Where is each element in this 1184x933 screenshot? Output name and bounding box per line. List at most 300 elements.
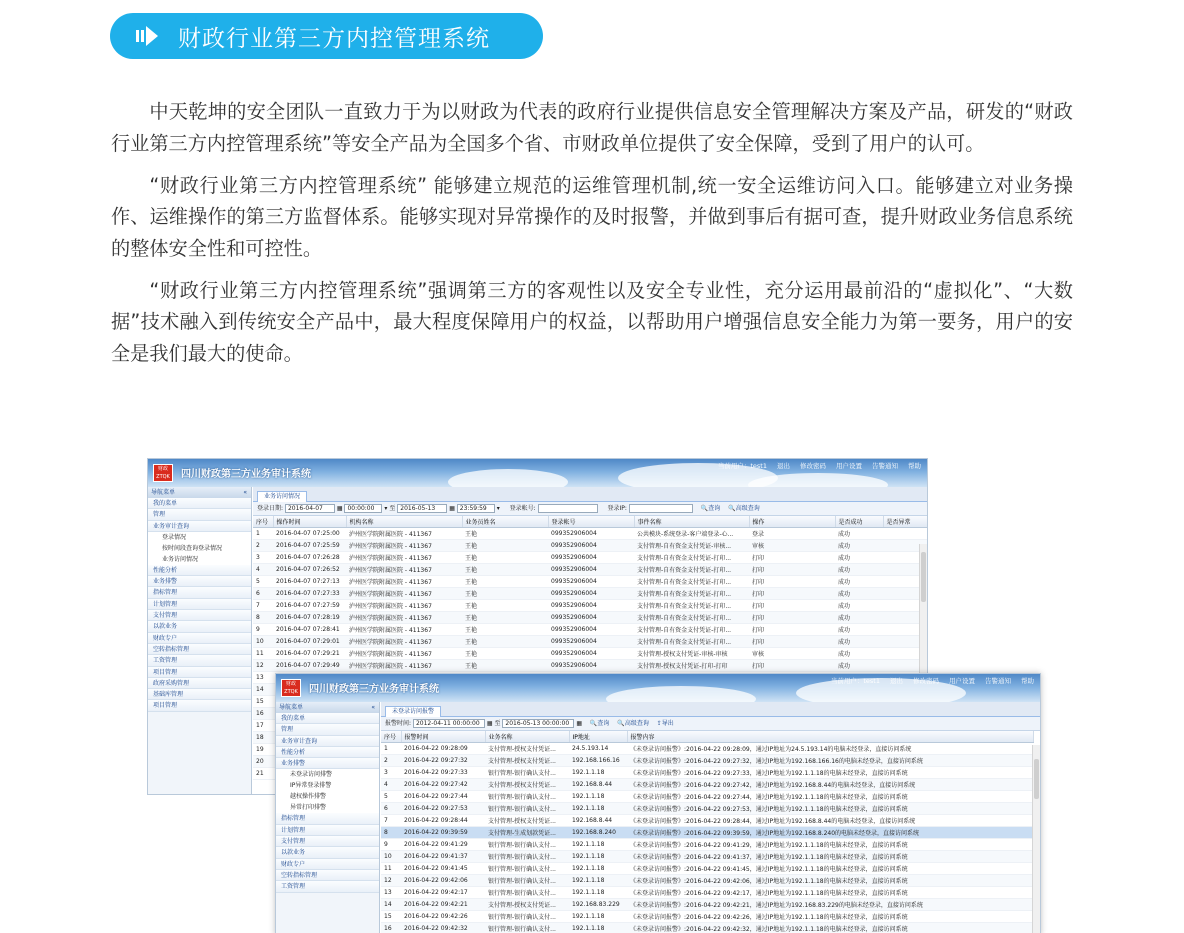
table-cell: 王艳 bbox=[462, 659, 548, 671]
screenshot-unlogged-access-alarm bbox=[275, 673, 1041, 933]
alert-notice-link[interactable]: 告警通知 bbox=[985, 677, 1011, 685]
table-cell: 打印 bbox=[749, 611, 835, 623]
table-cell: 王艳 bbox=[462, 599, 548, 611]
table-row[interactable] bbox=[253, 527, 927, 539]
table-cell: 成功 bbox=[835, 611, 883, 623]
table-cell: 099352906004 bbox=[548, 611, 634, 623]
table-cell: 4 bbox=[253, 563, 273, 575]
table-cell: 192.168.83.229 bbox=[569, 898, 627, 910]
table-row[interactable] bbox=[381, 826, 1033, 838]
table-cell: 2016-04-22 09:27:44 bbox=[401, 790, 485, 802]
section-title: 财政行业第三方内控管理系统 bbox=[178, 25, 490, 52]
table-cell: 2016-04-22 09:42:17 bbox=[401, 886, 485, 898]
submenu-item[interactable]: IP异常登录排警 bbox=[276, 780, 379, 791]
table-cell: 2016-04-22 09:41:29 bbox=[401, 838, 485, 850]
sidebar bbox=[148, 487, 252, 794]
tab-unlogged-alarm[interactable]: 未登录访问报警 bbox=[385, 706, 441, 717]
table-cell: 2016-04-22 09:42:26 bbox=[401, 910, 485, 922]
advanced-search-button[interactable]: 🔍高级查询 bbox=[617, 720, 649, 727]
table-cell: 成功 bbox=[835, 563, 883, 575]
sidebar-header: 导航菜单 « bbox=[276, 702, 379, 713]
search-button[interactable]: 🔍查询 bbox=[589, 720, 610, 727]
table-cell: 099352906004 bbox=[548, 527, 634, 539]
table-cell: 王艳 bbox=[462, 611, 548, 623]
table-cell: 成功 bbox=[835, 635, 883, 647]
table-cell: 2016-04-07 07:27:59 bbox=[273, 599, 346, 611]
table-cell: 192.168.8.44 bbox=[569, 814, 627, 826]
column-header[interactable]: 业务员姓名 bbox=[462, 516, 548, 527]
table-cell: 5 bbox=[253, 575, 273, 587]
table-row[interactable] bbox=[381, 838, 1033, 850]
table-cell: 13 bbox=[253, 671, 273, 683]
column-header[interactable]: IP地址 bbox=[569, 731, 627, 742]
menu-item[interactable]: 工资管理 bbox=[276, 881, 379, 892]
table-cell: 《未登录访问报警》:2016-04-22 09:27:32，通过IP地址为192.168.166.16的电脑未经登录，直接访问系统 bbox=[627, 754, 1033, 766]
help-link[interactable]: 帮助 bbox=[1021, 677, 1034, 685]
table-cell: 《未登录访问报警》:2016-04-22 09:41:29，通过IP地址为192.1.1.18的电脑未经登录，直接访问系统 bbox=[627, 838, 1033, 850]
table-cell: 银行管理-银行确认支付... bbox=[485, 922, 569, 933]
menu-item[interactable]: 性能分析 bbox=[148, 565, 251, 576]
table-cell: 1 bbox=[381, 742, 401, 754]
start-date-input[interactable]: 2016-04-07 bbox=[285, 504, 335, 513]
table-cell: 打印 bbox=[749, 563, 835, 575]
table-cell: 支付管理-授权支付凭证-打印-打印 bbox=[634, 659, 749, 671]
table-cell: 2016-04-07 07:28:41 bbox=[273, 623, 346, 635]
table-row[interactable] bbox=[253, 599, 927, 611]
table-cell: 099352906004 bbox=[548, 587, 634, 599]
table-cell: 王艳 bbox=[462, 623, 548, 635]
menu-item[interactable]: 支付管理 bbox=[276, 836, 379, 847]
menu-item[interactable]: 性能分析 bbox=[276, 747, 379, 758]
table-cell: 21 bbox=[253, 767, 273, 779]
menu-item[interactable]: 以款业务 bbox=[276, 847, 379, 858]
menu-item[interactable]: 业务排警 bbox=[148, 576, 251, 587]
top-nav bbox=[718, 461, 921, 470]
table-cell: 16 bbox=[253, 707, 273, 719]
table-cell: 王艳 bbox=[462, 587, 548, 599]
table-cell: 099352906004 bbox=[548, 539, 634, 551]
table-cell: 支付管理-授权支付凭证-审核-审核 bbox=[634, 647, 749, 659]
tab-bar bbox=[381, 702, 1040, 717]
column-header[interactable]: 操作时间 bbox=[273, 516, 346, 527]
table-cell: 2016-04-22 09:28:09 bbox=[401, 742, 485, 754]
column-header[interactable]: 业务名称 bbox=[485, 731, 569, 742]
menu-item[interactable]: 我的菜单 bbox=[276, 713, 379, 724]
user-settings-link[interactable]: 用户设置 bbox=[949, 677, 975, 685]
table-cell: 2016-04-07 07:28:19 bbox=[273, 611, 346, 623]
table-cell: 2016-04-07 07:26:52 bbox=[273, 563, 346, 575]
table-cell: 《未登录访问报警》:2016-04-22 09:28:09，通过IP地址为24.5.193.14的电脑未经登录，直接访问系统 bbox=[627, 742, 1033, 754]
column-header[interactable]: 序号 bbox=[253, 516, 273, 527]
table-cell: 王艳 bbox=[462, 647, 548, 659]
table-cell: 6 bbox=[253, 587, 273, 599]
table-row[interactable] bbox=[381, 742, 1033, 754]
table-cell: 银行管理-银行确认支付... bbox=[485, 910, 569, 922]
end-date-input[interactable]: 2016-05-13 bbox=[397, 504, 447, 513]
table-cell: 192.1.1.18 bbox=[569, 874, 627, 886]
menu-item[interactable]: 业务审计查询 bbox=[148, 521, 251, 532]
logout-link[interactable]: 退出 bbox=[890, 677, 903, 685]
table-cell: 099352906004 bbox=[548, 575, 634, 587]
menu-item[interactable]: 项目管理 bbox=[148, 667, 251, 678]
main-panel bbox=[381, 702, 1040, 933]
table-cell: 支付管理-自有资金支付凭证-打印... bbox=[634, 635, 749, 647]
table-row[interactable] bbox=[253, 575, 927, 587]
table-cell: 泸州医学院附属医院 - 411367 bbox=[346, 575, 462, 587]
table-cell: 2016-04-07 07:27:13 bbox=[273, 575, 346, 587]
table-cell: 王艳 bbox=[462, 539, 548, 551]
table-cell: 泸州医学院附属医院 - 411367 bbox=[346, 647, 462, 659]
table-cell: 银行管理-银行确认支付... bbox=[485, 838, 569, 850]
table-cell: 192.168.8.240 bbox=[569, 826, 627, 838]
table-cell: 《未登录访问报警》:2016-04-22 09:42:17，通过IP地址为192.1.1.18的电脑未经登录，直接访问系统 bbox=[627, 886, 1033, 898]
table-cell: 6 bbox=[381, 802, 401, 814]
tab-business-access[interactable]: 业务访问情况 bbox=[257, 491, 307, 502]
menu-item[interactable]: 支付管理 bbox=[148, 610, 251, 621]
table-cell: 4 bbox=[381, 778, 401, 790]
table-cell: 打印 bbox=[749, 587, 835, 599]
calendar-icon[interactable]: ▦ bbox=[486, 720, 493, 727]
alert-notice-link[interactable]: 告警通知 bbox=[872, 462, 898, 470]
table-cell: 15 bbox=[253, 695, 273, 707]
table-row[interactable] bbox=[253, 551, 927, 563]
arrow-right-icon bbox=[136, 26, 172, 46]
table-cell: 银行管理-银行确认支付... bbox=[485, 850, 569, 862]
sidebar bbox=[276, 702, 380, 933]
table-cell: 王艳 bbox=[462, 575, 548, 587]
export-button[interactable]: ⇪导出 bbox=[656, 720, 674, 727]
table-cell: 5 bbox=[381, 790, 401, 802]
table-cell bbox=[883, 527, 927, 539]
table-row[interactable] bbox=[381, 910, 1033, 922]
table-cell: 成功 bbox=[835, 659, 883, 671]
table-cell: 审核 bbox=[749, 647, 835, 659]
menu-item[interactable]: 业务审计查询 bbox=[276, 736, 379, 747]
table-cell: 192.1.1.18 bbox=[569, 910, 627, 922]
table-cell: 192.1.1.18 bbox=[569, 838, 627, 850]
table-cell: 《未登录访问报警》:2016-04-22 09:27:44，通过IP地址为192.1.1.18的电脑未经登录，直接访问系统 bbox=[627, 790, 1033, 802]
table-cell: 泸州医学院附属医院 - 411367 bbox=[346, 611, 462, 623]
table-cell: 2016-04-22 09:39:59 bbox=[401, 826, 485, 838]
table-cell: 成功 bbox=[835, 623, 883, 635]
table-row[interactable] bbox=[253, 611, 927, 623]
ip-input[interactable] bbox=[629, 504, 693, 513]
table-cell: 打印 bbox=[749, 599, 835, 611]
table-cell: 192.1.1.18 bbox=[569, 886, 627, 898]
table-cell: 7 bbox=[381, 814, 401, 826]
table-cell: 审核 bbox=[749, 539, 835, 551]
table-cell: 192.1.1.18 bbox=[569, 790, 627, 802]
column-header[interactable]: 机构名称 bbox=[346, 516, 462, 527]
column-header[interactable]: 报警时间 bbox=[401, 731, 485, 742]
table-cell: 支付管理-自有资金支付凭证-打印... bbox=[634, 611, 749, 623]
app-banner bbox=[148, 459, 927, 487]
menu-item[interactable]: 财政专户 bbox=[148, 633, 251, 644]
table-cell: 099352906004 bbox=[548, 647, 634, 659]
table-cell: 公共模块-系统登录-客户端登录-心... bbox=[634, 527, 749, 539]
app-title: 四川财政第三方业务审计系统 bbox=[181, 469, 311, 480]
table-cell: 2016-04-22 09:41:45 bbox=[401, 862, 485, 874]
table-row[interactable] bbox=[381, 754, 1033, 766]
advanced-search-button[interactable]: 🔍高级查询 bbox=[728, 505, 760, 512]
current-user: 当前用户：test1 bbox=[717, 462, 767, 470]
end-time-input[interactable]: 23:59:59 bbox=[457, 504, 495, 513]
chevron-down-icon[interactable]: ▾ bbox=[496, 505, 500, 512]
menu-item[interactable]: 计划管理 bbox=[148, 599, 251, 610]
table-row[interactable] bbox=[253, 587, 927, 599]
menu-item[interactable]: 工资管理 bbox=[148, 655, 251, 666]
table-cell: 11 bbox=[253, 647, 273, 659]
calendar-icon[interactable]: ▦ bbox=[449, 505, 455, 512]
table-cell: 王艳 bbox=[462, 551, 548, 563]
table-cell: 11 bbox=[381, 862, 401, 874]
table-cell: 支付管理-授权支付凭证... bbox=[485, 814, 569, 826]
column-header[interactable]: 操作 bbox=[749, 516, 835, 527]
table-row[interactable] bbox=[253, 623, 927, 635]
tab-bar bbox=[253, 487, 927, 502]
table-row[interactable] bbox=[381, 778, 1033, 790]
submenu-item[interactable]: 异常打印排警 bbox=[276, 802, 379, 813]
table-cell: 192.1.1.18 bbox=[569, 922, 627, 933]
table-cell: 099352906004 bbox=[548, 623, 634, 635]
account-input[interactable] bbox=[538, 504, 598, 513]
column-header[interactable]: 是否异常 bbox=[883, 516, 927, 527]
table-row[interactable] bbox=[381, 922, 1033, 933]
table-cell: 192.1.1.18 bbox=[569, 802, 627, 814]
table-cell: 支付管理-授权支付凭证... bbox=[485, 754, 569, 766]
chevron-down-icon[interactable]: ▾ bbox=[384, 505, 388, 512]
table-cell: 成功 bbox=[835, 647, 883, 659]
end-datetime-input[interactable]: 2016-05-13 00:00:00 bbox=[502, 719, 574, 728]
table-cell: 7 bbox=[253, 599, 273, 611]
table-cell: 支付管理-自有资金支付凭证-打印... bbox=[634, 551, 749, 563]
table-cell: 099352906004 bbox=[548, 599, 634, 611]
table-row[interactable] bbox=[381, 850, 1033, 862]
logout-link[interactable]: 退出 bbox=[777, 462, 790, 470]
table-row[interactable] bbox=[253, 647, 927, 659]
table-cell: 银行管理-银行确认支付... bbox=[485, 802, 569, 814]
table-cell: 支付管理-自有资金支付凭证-审核... bbox=[634, 539, 749, 551]
table-cell: 9 bbox=[381, 838, 401, 850]
table-cell: 支付管理-自有资金支付凭证-打印... bbox=[634, 623, 749, 635]
table-cell: 12 bbox=[253, 659, 273, 671]
table-cell: 24.5.193.14 bbox=[569, 742, 627, 754]
table-cell: 打印 bbox=[749, 623, 835, 635]
table-cell: 2 bbox=[253, 539, 273, 551]
table-cell: 2016-04-07 07:26:28 bbox=[273, 551, 346, 563]
menu-item[interactable]: 项目管理 bbox=[148, 700, 251, 711]
table-cell: 10 bbox=[381, 850, 401, 862]
table-cell: 1 bbox=[253, 527, 273, 539]
table-cell: 支付管理-授权支付凭证... bbox=[485, 898, 569, 910]
table-cell: 2016-04-22 09:27:53 bbox=[401, 802, 485, 814]
column-header[interactable]: 登录帐号 bbox=[548, 516, 634, 527]
table-cell: 15 bbox=[381, 910, 401, 922]
table-cell: 王艳 bbox=[462, 527, 548, 539]
table-cell: 9 bbox=[253, 623, 273, 635]
table-cell: 16 bbox=[381, 922, 401, 933]
submenu-item[interactable]: 按时间段查询登录情况 bbox=[148, 543, 251, 554]
start-time-input[interactable]: 00:00:00 bbox=[344, 504, 382, 513]
table-cell: 13 bbox=[381, 886, 401, 898]
table-cell: 支付管理-生成划款凭证... bbox=[485, 826, 569, 838]
table-cell: 泸州医学院附属医院 - 411367 bbox=[346, 551, 462, 563]
table-cell: 2016-04-22 09:41:37 bbox=[401, 850, 485, 862]
table-cell: 2016-04-07 07:25:59 bbox=[273, 539, 346, 551]
table-cell: 银行管理-银行确认支付... bbox=[485, 862, 569, 874]
table-cell: 《未登录访问报警》:2016-04-22 09:42:21，通过IP地址为192.168.83.229的电脑未经登录，直接访问系统 bbox=[627, 898, 1033, 910]
submenu-item[interactable]: 未登录访问排警 bbox=[276, 769, 379, 780]
filter-bar: 报警时间: 2012-04-11 00:00:00 ▦ 至 2016-05-13 00:00:00 ▦ 🔍查询 🔍高级查询 ⇪导出 bbox=[381, 717, 1040, 731]
submenu-item[interactable]: 登录情况 bbox=[148, 532, 251, 543]
table-cell: 099352906004 bbox=[548, 635, 634, 647]
table-cell: 2016-04-22 09:28:44 bbox=[401, 814, 485, 826]
collapse-icon: « bbox=[371, 704, 375, 711]
column-header[interactable]: 报警内容 bbox=[627, 731, 1033, 742]
table-cell: 2016-04-07 07:27:33 bbox=[273, 587, 346, 599]
table-row[interactable] bbox=[253, 563, 927, 575]
menu-item[interactable]: 我的菜单 bbox=[148, 498, 251, 509]
search-button[interactable]: 🔍查询 bbox=[700, 505, 721, 512]
submenu-item[interactable]: 业务访问情况 bbox=[148, 554, 251, 565]
table-row[interactable] bbox=[381, 790, 1033, 802]
table-cell: 银行管理-银行确认支付... bbox=[485, 886, 569, 898]
table-cell: 《未登录访问报警》:2016-04-22 09:27:33，通过IP地址为192.1.1.18的电脑未经登录，直接访问系统 bbox=[627, 766, 1033, 778]
menu-item[interactable]: 计划管理 bbox=[276, 825, 379, 836]
table-cell: 打印 bbox=[749, 635, 835, 647]
app-logo: 财政 ZTQK bbox=[153, 464, 173, 482]
table-cell: 《未登录访问报警》:2016-04-22 09:42:26，通过IP地址为192.1.1.18的电脑未经登录，直接访问系统 bbox=[627, 910, 1033, 922]
table-cell: 泸州医学院附属医院 - 411367 bbox=[346, 563, 462, 575]
filter-bar: 登录日期: 2016-04-07 ▦ 00:00:00 ▾ 至 2016-05-13 ▦ 23:59:59 ▾ 登录帐号: 登录IP: 🔍查询 🔍高级查询 bbox=[253, 502, 927, 516]
table-cell: 3 bbox=[253, 551, 273, 563]
table-row[interactable] bbox=[381, 886, 1033, 898]
table-cell: 支付管理-自有资金支付凭证-打印... bbox=[634, 587, 749, 599]
table-cell: 2 bbox=[381, 754, 401, 766]
menu-item[interactable]: 业务排警 bbox=[276, 758, 379, 769]
table-cell: 登录 bbox=[749, 527, 835, 539]
table-cell: 192.168.8.44 bbox=[569, 778, 627, 790]
table-row[interactable] bbox=[381, 814, 1033, 826]
table-cell: 银行管理-银行确认支付... bbox=[485, 874, 569, 886]
table-cell: 《未登录访问报警》:2016-04-22 09:28:44，通过IP地址为192.168.8.44的电脑未经登录，直接访问系统 bbox=[627, 814, 1033, 826]
start-datetime-input[interactable]: 2012-04-11 00:00:00 bbox=[413, 719, 485, 728]
table-cell: 192.168.166.16 bbox=[569, 754, 627, 766]
table-cell: 2016-04-07 07:29:01 bbox=[273, 635, 346, 647]
top-nav bbox=[831, 676, 1034, 685]
menu-item[interactable]: 基础库管理 bbox=[148, 689, 251, 700]
table-cell: 泸州医学院附属医院 - 411367 bbox=[346, 635, 462, 647]
menu-item[interactable]: 政府采购管理 bbox=[148, 678, 251, 689]
table-cell: 2016-04-22 09:27:42 bbox=[401, 778, 485, 790]
table-cell: 3 bbox=[381, 766, 401, 778]
table-cell: 2016-04-07 07:29:21 bbox=[273, 647, 346, 659]
table-cell: 成功 bbox=[835, 599, 883, 611]
collapse-icon: « bbox=[243, 489, 247, 496]
table-cell: 《未登录访问报警》:2016-04-22 09:41:37，通过IP地址为192.1.1.18的电脑未经登录，直接访问系统 bbox=[627, 850, 1033, 862]
table-cell: 《未登录访问报警》:2016-04-22 09:41:45，通过IP地址为192.1.1.18的电脑未经登录，直接访问系统 bbox=[627, 862, 1033, 874]
table-row[interactable] bbox=[253, 635, 927, 647]
column-header[interactable]: 事件名称 bbox=[634, 516, 749, 527]
change-password-link[interactable]: 修改密码 bbox=[800, 462, 826, 470]
table-row[interactable] bbox=[253, 539, 927, 551]
help-link[interactable]: 帮助 bbox=[908, 462, 921, 470]
table-cell: 19 bbox=[253, 743, 273, 755]
menu-item[interactable]: 空转指标管理 bbox=[276, 870, 379, 881]
table-cell: 《未登录访问报警》:2016-04-22 09:42:06，通过IP地址为192.1.1.18的电脑未经登录，直接访问系统 bbox=[627, 874, 1033, 886]
table-cell: 泸州医学院附属医院 - 411367 bbox=[346, 527, 462, 539]
table-cell: 成功 bbox=[835, 587, 883, 599]
menu-item[interactable]: 指标管理 bbox=[276, 813, 379, 824]
table-row[interactable] bbox=[381, 862, 1033, 874]
table-cell: 18 bbox=[253, 731, 273, 743]
table-cell: 192.1.1.18 bbox=[569, 850, 627, 862]
menu-item[interactable]: 财政专户 bbox=[276, 859, 379, 870]
calendar-icon[interactable]: ▦ bbox=[576, 720, 582, 727]
table-cell: 支付管理-授权支付凭证... bbox=[485, 742, 569, 754]
paragraph: 中天乾坤的安全团队一直致力于为以财政为代表的政府行业提供信息安全管理解决方案及产品，研发的“财政行业第三方内控管理系统”等安全产品为全国多个省、市财政单位提供了安全保障，受到了用户的认可。 bbox=[111, 100, 1073, 155]
section-heading-pill bbox=[110, 13, 543, 59]
table-cell: 20 bbox=[253, 755, 273, 767]
table-cell: 《未登录访问报警》:2016-04-22 09:42:32，通过IP地址为192.1.1.18的电脑未经登录，直接访问系统 bbox=[627, 922, 1033, 933]
menu-item[interactable]: 以款业务 bbox=[148, 621, 251, 632]
current-user: 当前用户：test1 bbox=[830, 677, 880, 685]
app-banner bbox=[276, 674, 1040, 702]
table-cell: 王艳 bbox=[462, 635, 548, 647]
table-cell: 《未登录访问报警》:2016-04-22 09:39:59，通过IP地址为192.168.8.240的电脑未经登录，直接访问系统 bbox=[627, 826, 1033, 838]
menu-item[interactable]: 指标管理 bbox=[148, 587, 251, 598]
table-cell: 192.1.1.18 bbox=[569, 766, 627, 778]
table-cell: 2016-04-07 07:29:49 bbox=[273, 659, 346, 671]
table-cell: 支付管理-自有资金支付凭证-打印... bbox=[634, 563, 749, 575]
alarm-table bbox=[381, 731, 1034, 933]
table-cell: 12 bbox=[381, 874, 401, 886]
table-cell: 8 bbox=[381, 826, 401, 838]
menu-item[interactable]: 管理 bbox=[148, 509, 251, 520]
table-cell: 王艳 bbox=[462, 563, 548, 575]
change-password-link[interactable]: 修改密码 bbox=[913, 677, 939, 685]
table-cell: 泸州医学院附属医院 - 411367 bbox=[346, 623, 462, 635]
table-cell: 泸州医学院附属医院 - 411367 bbox=[346, 659, 462, 671]
table-cell: 2016-04-22 09:27:32 bbox=[401, 754, 485, 766]
table-cell: 成功 bbox=[835, 575, 883, 587]
table-cell: 成功 bbox=[835, 551, 883, 563]
column-header[interactable]: 序号 bbox=[381, 731, 401, 742]
submenu-item[interactable]: 越权操作排警 bbox=[276, 791, 379, 802]
table-row[interactable] bbox=[381, 766, 1033, 778]
table-row[interactable] bbox=[253, 659, 927, 671]
calendar-icon[interactable]: ▦ bbox=[336, 505, 343, 512]
table-cell: 银行管理-银行确认支付... bbox=[485, 766, 569, 778]
table-cell: 099352906004 bbox=[548, 659, 634, 671]
menu-item[interactable]: 空转指标管理 bbox=[148, 644, 251, 655]
table-cell: 成功 bbox=[835, 527, 883, 539]
table-cell: 2016-04-22 09:42:21 bbox=[401, 898, 485, 910]
table-cell: 2016-04-07 07:25:00 bbox=[273, 527, 346, 539]
table-cell: 打印 bbox=[749, 575, 835, 587]
table-row[interactable] bbox=[381, 802, 1033, 814]
paragraph: “财政行业第三方内控管理系统”强调第三方的客观性以及安全专业性，充分运用最前沿的“虚拟化”、“大数据”技术融入到传统安全产品中，最大程度保障用户的权益，以帮助用户增强信息安全能力为第一要务，用户的安全是我们最大的使命。 bbox=[111, 278, 1073, 365]
column-header[interactable]: 是否成功 bbox=[835, 516, 883, 527]
table-cell: 支付管理-自有资金支付凭证-打印... bbox=[634, 575, 749, 587]
user-settings-link[interactable]: 用户设置 bbox=[836, 462, 862, 470]
table-cell: 支付管理-自有资金支付凭证-打印... bbox=[634, 599, 749, 611]
menu-item[interactable]: 管理 bbox=[276, 724, 379, 735]
vertical-scrollbar[interactable] bbox=[1032, 745, 1040, 933]
table-row[interactable] bbox=[381, 874, 1033, 886]
table-row[interactable] bbox=[381, 898, 1033, 910]
table-cell: 099352906004 bbox=[548, 551, 634, 563]
